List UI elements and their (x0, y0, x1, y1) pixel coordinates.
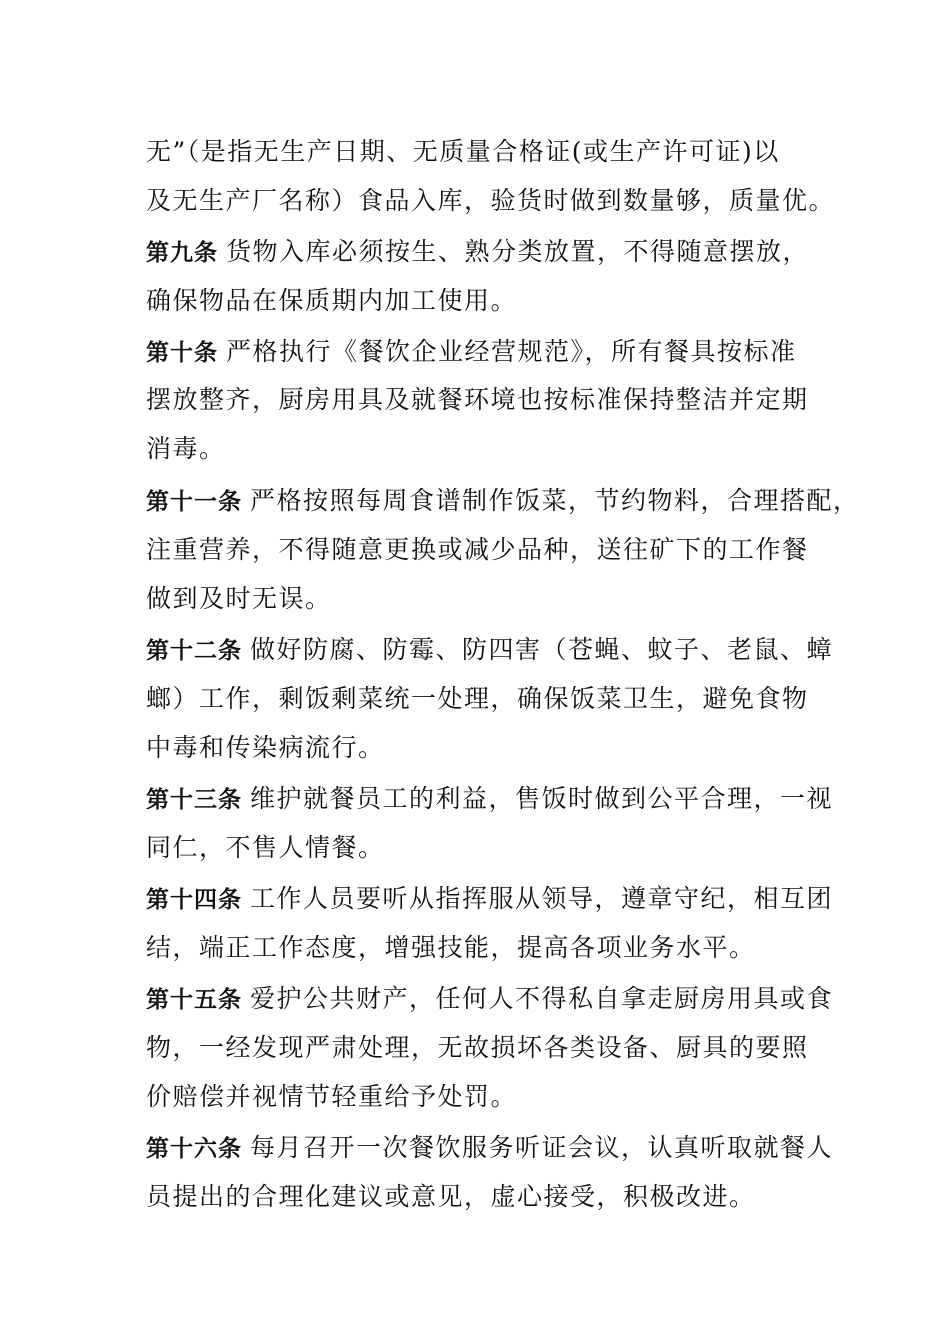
line-text: 确保物品在保质期内加工使用。 (146, 286, 518, 315)
article-number: 第十三条 (146, 787, 242, 813)
line-text: 螂）工作，剩饭剩菜统一处理，确保饭菜卫生，避免食物 (146, 684, 809, 713)
line-text: 货物入库必须按生、熟分类放置，不得随意摆放， (226, 237, 810, 266)
line-text: 消毒。 (146, 434, 226, 463)
text-line (146, 433, 226, 465)
line-text: 严格按照每周食谱制作饭菜，节约物料，合理搭配， (250, 486, 860, 515)
text-line (146, 285, 517, 317)
line-text: 同仁，不售人情餐。 (146, 833, 385, 862)
line-text: 中毒和传染病流行。 (146, 733, 385, 762)
text-line (146, 583, 332, 615)
text-line (146, 1032, 809, 1064)
article-number: 第十五条 (146, 987, 242, 1013)
article-number: 第十条 (146, 340, 218, 366)
article-number: 第十二条 (146, 638, 242, 664)
line-text: 注重营养，不得随意更换或减少品种，送往矿下的工作餐 (146, 535, 809, 564)
line-text: 价赔偿并视情节轻重给予处罚。 (146, 1082, 518, 1111)
article-heading-line (146, 783, 833, 816)
text-line (146, 136, 780, 168)
text-line (146, 185, 835, 217)
article-heading-line (146, 1132, 833, 1165)
article-heading-line (146, 236, 809, 269)
text-line (146, 1181, 756, 1213)
text-line (146, 683, 809, 715)
article-number: 第十一条 (146, 489, 242, 515)
article-heading-line (146, 983, 833, 1016)
line-text: 爱护公共财产，任何人不得私自拿走厨房用具或食 (250, 984, 834, 1013)
article-heading-line (146, 336, 797, 369)
line-text: 及无生产厂名称）食品入库，验货时做到数量够，质量优。 (146, 186, 836, 215)
text-line (146, 534, 809, 566)
line-text: 摆放整齐，厨房用具及就餐环境也按标准保持整洁并定期 (146, 385, 809, 414)
article-number: 第九条 (146, 240, 218, 266)
line-text: 每月召开一次餐饮服务听证会议，认真听取就餐人 (250, 1133, 834, 1162)
line-text: 严格执行《餐饮企业经营规范》，所有餐具按标准 (226, 337, 797, 366)
line-text: 无”（是指无生产日期、无质量合格证(或生产许可证)以 (146, 137, 780, 166)
line-text: 工作人员要听从指挥服从领导，遵章守纪，相互团 (250, 884, 834, 913)
article-number: 第十四条 (146, 887, 242, 913)
line-text: 做到及时无误。 (146, 584, 332, 613)
article-number: 第十六条 (146, 1136, 242, 1162)
text-line (146, 932, 756, 964)
text-line (146, 384, 809, 416)
article-heading-line (146, 485, 860, 518)
line-text: 员提出的合理化建议或意见，虚心接受，积极改进。 (146, 1182, 756, 1211)
line-text: 结，端正工作态度，增强技能，提高各项业务水平。 (146, 933, 756, 962)
article-heading-line (146, 883, 833, 916)
text-line (146, 832, 385, 864)
line-text: 维护就餐员工的利益，售饭时做到公平合理，一视 (250, 784, 834, 813)
article-heading-line (146, 634, 833, 667)
text-line (146, 1081, 517, 1113)
line-text: 做好防腐、防霉、防四害（苍蝇、蚊子、老鼠、蟑 (250, 635, 834, 664)
text-line (146, 732, 385, 764)
line-text: 物，一经发现严肃处理，无故损坏各类设备、厨具的要照 (146, 1033, 809, 1062)
